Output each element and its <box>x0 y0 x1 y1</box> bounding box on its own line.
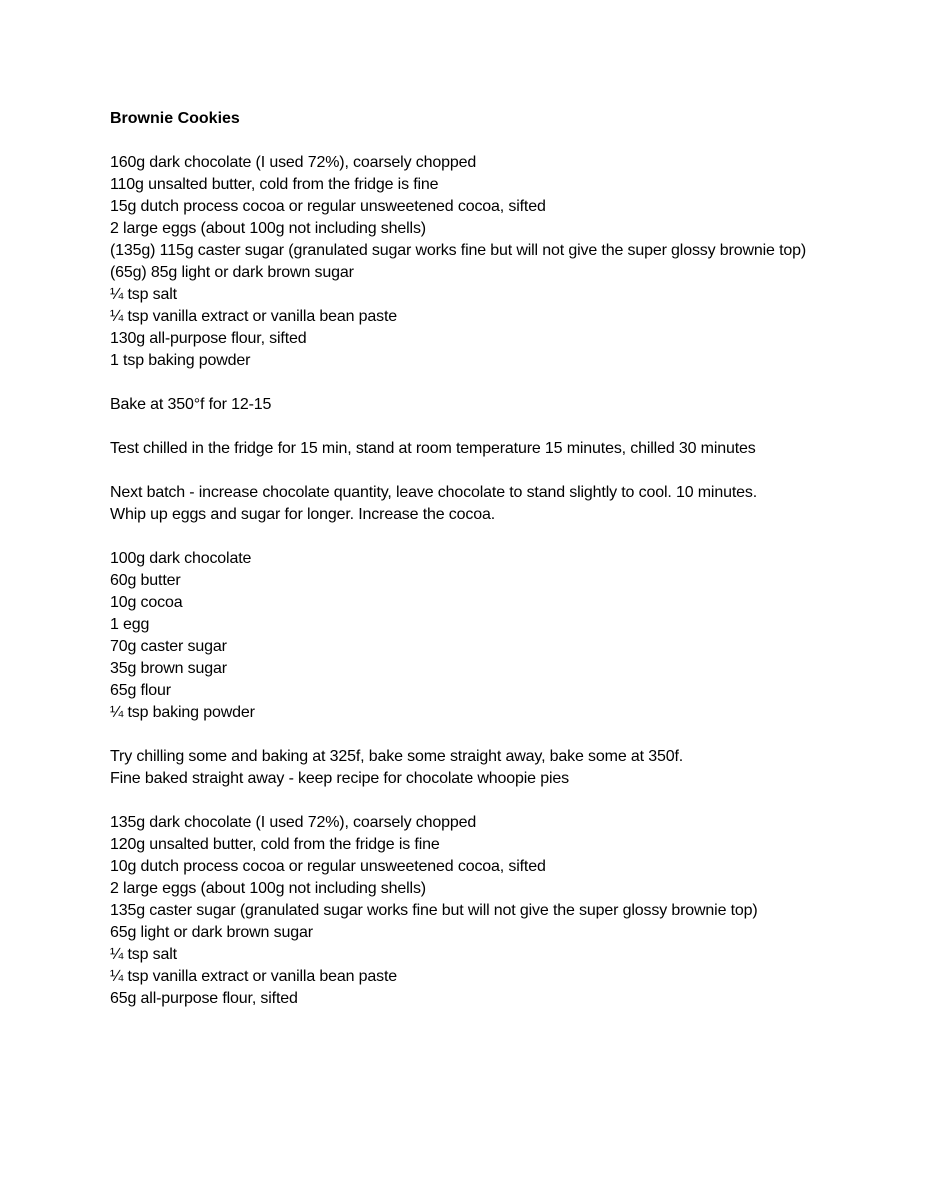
ingredient-line: 65g light or dark brown sugar <box>110 924 313 941</box>
spacer <box>110 130 870 152</box>
note-line: Next batch - increase chocolate quantity, leave chocolate to stand slightly to cool. 10 minutes. <box>110 484 758 501</box>
note-line: Whip up eggs and sugar for longer. Increase the cocoa. <box>110 506 496 523</box>
spacer <box>110 460 870 482</box>
recipe-1-ingredients <box>110 152 870 372</box>
document-page <box>110 108 870 1010</box>
spacer <box>110 416 870 438</box>
ingredient-line: 110g unsalted butter, cold from the fridge is fine <box>110 176 439 193</box>
try-notes <box>110 746 870 790</box>
recipe-3-ingredients <box>110 812 870 1010</box>
note-line: Fine baked straight away - keep recipe for chocolate whoopie pies <box>110 770 569 787</box>
spacer <box>110 724 870 746</box>
next-batch-notes <box>110 482 870 526</box>
ingredient-line: 15g dutch process cocoa or regular unsweetened cocoa, sifted <box>110 198 546 215</box>
ingredient-line: 135g dark chocolate (I used 72%), coarsely chopped <box>110 814 477 831</box>
ingredient-line: ¼ tsp baking powder <box>110 704 255 721</box>
bake-note: Bake at 350°f for 12-15 <box>110 396 272 413</box>
ingredient-line: ¼ tsp salt <box>110 946 177 963</box>
ingredient-line: 130g all-purpose flour, sifted <box>110 330 307 347</box>
ingredient-line: 135g caster sugar (granulated sugar works fine but will not give the super glossy brownie top) <box>110 902 758 919</box>
test-note: Test chilled in the fridge for 15 min, stand at room temperature 15 minutes, chilled 30 minutes <box>110 440 756 457</box>
ingredient-line: ¼ tsp salt <box>110 286 177 303</box>
recipe-2-ingredients <box>110 548 870 724</box>
ingredient-line: 1 tsp baking powder <box>110 352 251 369</box>
note-line: Try chilling some and baking at 325f, bake some straight away, bake some at 350f. <box>110 748 684 765</box>
ingredient-line: 65g all-purpose flour, sifted <box>110 990 298 1007</box>
spacer <box>110 526 870 548</box>
ingredient-line: (135g) 115g caster sugar (granulated sugar works fine but will not give the super glossy brownie top) <box>110 242 807 259</box>
ingredient-line: ¼ tsp vanilla extract or vanilla bean paste <box>110 968 398 985</box>
ingredient-line: 65g flour <box>110 682 171 699</box>
ingredient-line: 10g dutch process cocoa or regular unsweetened cocoa, sifted <box>110 858 546 875</box>
ingredient-line: 160g dark chocolate (I used 72%), coarsely chopped <box>110 154 477 171</box>
ingredient-line: 10g cocoa <box>110 594 183 611</box>
ingredient-line: 120g unsalted butter, cold from the fridge is fine <box>110 836 440 853</box>
ingredient-line: 60g butter <box>110 572 181 589</box>
ingredient-line: 100g dark chocolate <box>110 550 252 567</box>
ingredient-line: 35g brown sugar <box>110 660 227 677</box>
ingredient-line: 1 egg <box>110 616 150 633</box>
spacer <box>110 790 870 812</box>
ingredient-line: 70g caster sugar <box>110 638 227 655</box>
page-title: Brownie Cookies <box>110 110 240 127</box>
spacer <box>110 372 870 394</box>
ingredient-line: 2 large eggs (about 100g not including shells) <box>110 880 426 897</box>
ingredient-line: (65g) 85g light or dark brown sugar <box>110 264 354 281</box>
ingredient-line: ¼ tsp vanilla extract or vanilla bean paste <box>110 308 398 325</box>
ingredient-line: 2 large eggs (about 100g not including shells) <box>110 220 426 237</box>
